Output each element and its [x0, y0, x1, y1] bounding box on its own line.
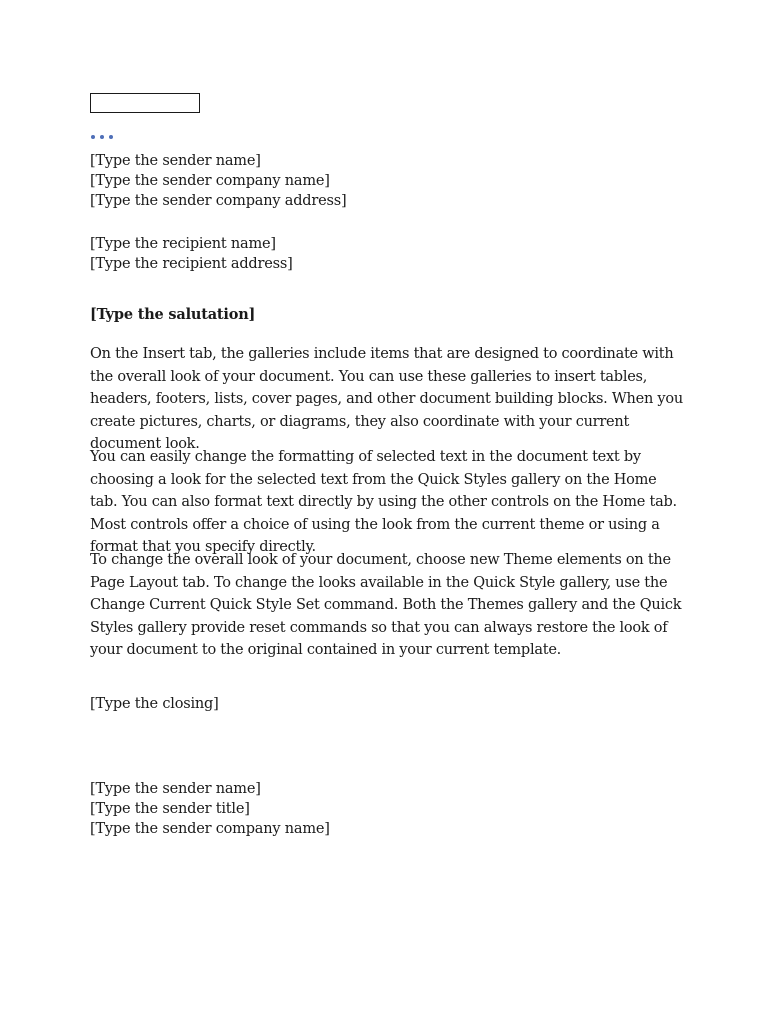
closing-field[interactable]: [Type the closing] — [90, 696, 219, 712]
sender-name-field[interactable]: [Type the sender name] — [90, 153, 261, 169]
dot-1 — [91, 135, 95, 139]
sender-address-field[interactable]: [Type the sender company address] — [90, 193, 347, 209]
recipient-block — [90, 234, 293, 274]
signature-title-field[interactable]: [Type the sender title] — [90, 801, 250, 817]
sender-company-field[interactable]: [Type the sender company name] — [90, 173, 330, 189]
signature-company-field[interactable]: [Type the sender company name] — [90, 821, 330, 837]
date-field[interactable] — [90, 93, 200, 113]
sender-block-top — [90, 151, 346, 211]
recipient-name-field[interactable]: [Type the recipient name] — [90, 236, 276, 252]
body-paragraph-1: On the Insert tab, the galleries include items that are designed to coordinate with the overall look of your document. You can use these galleries to insert tables, headers, footers, lists, cover pages, and other document building blocks. When you create pictures, charts, or diagrams, they also coordinate with your current document look. — [90, 346, 683, 453]
sender-block-bottom — [90, 779, 330, 839]
body-paragraph-2: You can easily change the formatting of selected text in the document text by choosing a look for the selected text from the Quick Styles gallery on the Home tab. You can also format text directly by using the other controls on the Home tab. Most controls offer a choice of using the look from the current theme or using a format that you specify directly. — [90, 449, 677, 556]
recipient-address-field[interactable]: [Type the recipient address] — [90, 256, 293, 272]
decorative-dots — [91, 135, 113, 139]
dot-3 — [109, 135, 113, 139]
dot-2 — [100, 135, 104, 139]
signature-name-field[interactable]: [Type the sender name] — [90, 781, 261, 797]
salutation-field[interactable]: [Type the salutation] — [90, 306, 256, 323]
body-paragraph-3: To change the overall look of your document, choose new Theme elements on the Page Layout tab. To change the looks available in the Quick Style gallery, use the Change Current Quick Style Set command. Both the Themes gallery and the Quick Styles gallery provide reset commands so that you can always restore the look of your document to the original contained in your current template. — [90, 552, 682, 659]
